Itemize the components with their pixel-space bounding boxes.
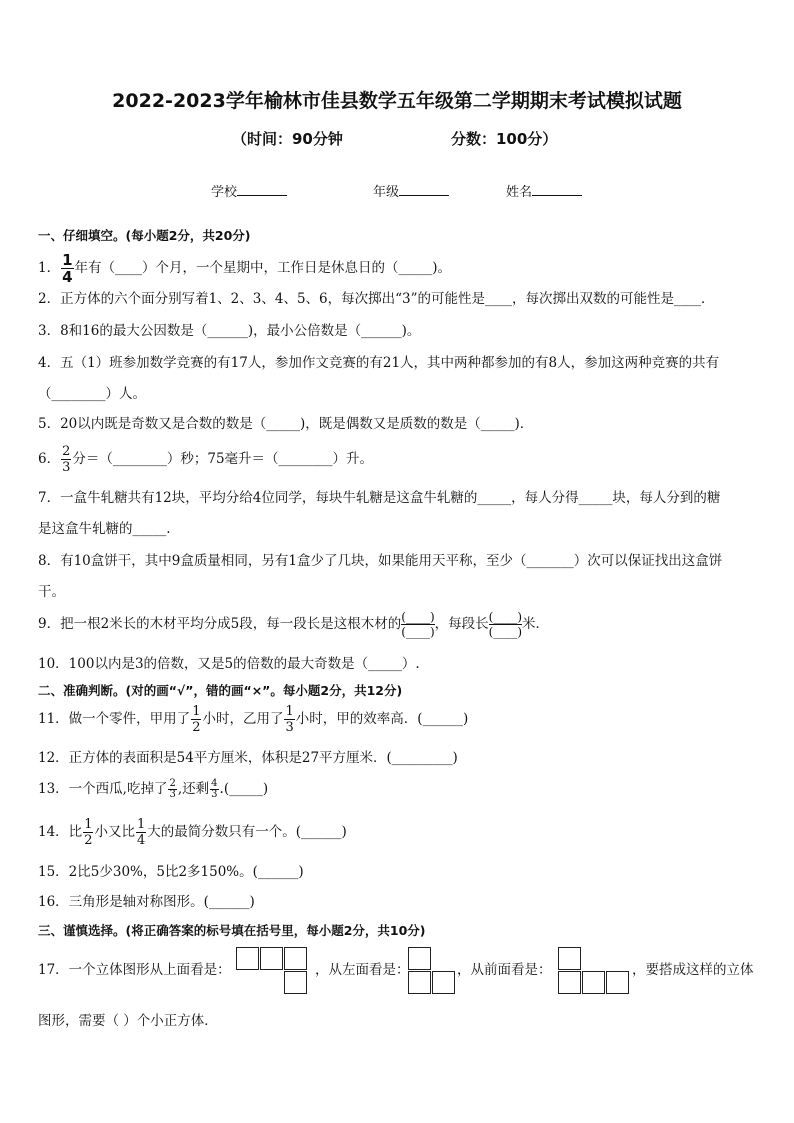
q9-text-after: 米． <box>522 616 550 632</box>
q14-fraction-1: $\frac{1}{2}$ <box>84 817 93 848</box>
section-2-heading: 二、准确判断。(对的画“√”，错的画“×”。每小题2分，共12分) <box>38 683 403 698</box>
q1-frac-den: 4 <box>62 268 73 286</box>
q13-text-middle: ,还剩 <box>177 781 210 797</box>
question-4-line-2: （________）人。 <box>38 386 146 402</box>
q14-fraction-2: $\frac{1}{4}$ <box>136 817 146 848</box>
school-label: 学校 <box>211 185 238 200</box>
q13-fraction-2: $\frac{4}{3}$ <box>211 778 218 800</box>
top-view-cell <box>284 947 307 970</box>
question-3: 3．8和16的最大公因数是（______)，最小公倍数是（______)。 <box>38 323 421 339</box>
q14-text-after: 大的最简分数只有一个。(______) <box>147 824 347 840</box>
q14-text-before: 14．比 <box>38 824 83 840</box>
grade-blank[interactable] <box>399 183 449 196</box>
question-4-line-1: 4．五（1）班参加数学竞赛的有17人，参加作文竞赛的有21人，其中两种都参加的有8人，参加这两种竞赛的共有 <box>38 355 720 371</box>
section-3-heading: 三、谨慎选择。(将正确答案的标号填在括号里，每小题2分，共10分) <box>38 923 426 938</box>
q17-text-part-3: ，从前面看是： <box>457 962 552 978</box>
q6-frac-den: 3 <box>62 460 71 475</box>
top-view-cell <box>284 971 307 994</box>
question-8-line-1: 8．有10盒饼干，其中9盒质量相同，另有1盒少了几块，如果能用天平称，至少（_______）次可以保证找出这盒饼 <box>38 553 723 569</box>
q9-blank-fraction-1[interactable]: $\frac{(\_\_\_\_)}{(\_\_\_\_)}$ <box>401 610 435 639</box>
question-11 <box>38 704 468 735</box>
q17-line-2: 图形，需要（ ）个小正方体． <box>38 1013 218 1029</box>
school-field[interactable] <box>211 181 287 200</box>
q11-text-before: 11．做一个零件，甲用了 <box>38 711 191 727</box>
q9-text-middle: ，每段长 <box>434 616 489 632</box>
question-6 <box>38 444 373 475</box>
q11-fraction-2: $\frac{1}{3}$ <box>285 704 294 735</box>
question-9 <box>38 610 549 639</box>
name-field[interactable] <box>506 181 582 200</box>
q11-text-after: 小时，甲的效率高．(______) <box>295 711 469 727</box>
q6-text: 分＝（________）秒；75毫升＝（________）升。 <box>72 451 374 467</box>
top-view-cell <box>260 947 283 970</box>
grade-label: 年级 <box>373 185 400 200</box>
q1-frac-num: 1 <box>62 251 73 269</box>
q11-fraction-1: $\frac{1}{2}$ <box>192 704 201 735</box>
q14-text-middle: 小又比 <box>94 824 135 840</box>
question-13 <box>38 779 268 800</box>
front-view-cell <box>558 971 581 994</box>
name-blank[interactable] <box>532 183 582 196</box>
question-1 <box>38 252 451 285</box>
question-12: 12．正方体的表面积是54平方厘米，体积是27平方厘米．(_________) <box>38 750 458 766</box>
q13-text-before: 13．一个西瓜,吃掉了 <box>38 781 168 797</box>
question-10: 10．100以内是3的倍数，又是5的倍数的最大奇数是（_____）. <box>38 656 420 672</box>
q17-text-part-1: 17．一个立体图形从上面看是： <box>38 962 231 978</box>
q17-text-part-4: ，要搭成这样的立体 <box>632 962 754 978</box>
question-2: 2．正方体的六个面分别写着1、2、3、4、5、6，每次掷出“3”的可能性是____，每次掷出双数的可能性是____． <box>38 291 715 307</box>
q17-text-part-2: ，从左面看是： <box>315 962 410 978</box>
grade-field[interactable] <box>373 181 449 200</box>
left-view-cell <box>408 947 431 970</box>
top-view-cell <box>236 947 259 970</box>
question-5: 5．20以内既是奇数又是合数的数是（_____)，既是偶数又是质数的数是（_____)． <box>38 416 534 432</box>
q9-text-before: 9．把一根2米长的木材平均分成5段，每一段长是这根木材的 <box>38 616 402 632</box>
left-view-cell <box>432 971 455 994</box>
front-view-cell <box>606 971 629 994</box>
name-label: 姓名 <box>506 185 533 200</box>
q1-fraction <box>61 252 73 285</box>
question-16: 16．三角形是轴对称图形。(______) <box>38 894 255 910</box>
section-1-heading: 一、仔细填空。(每小题2分，共20分) <box>38 228 251 243</box>
exam-title: 2022-2023学年榆林市佳县数学五年级第二学期期末考试模拟试题 <box>112 90 682 112</box>
school-blank[interactable] <box>237 183 287 196</box>
q6-number: 6． <box>38 451 61 467</box>
q6-fraction <box>61 444 71 475</box>
question-7-line-1: 7．一盒牛轧糖共有12块，平均分给4位同学，每块牛轧糖是这盒牛轧糖的_____，每人分得_____块，每人分到的糖 <box>38 490 721 506</box>
front-view-cell <box>582 971 605 994</box>
left-view-cell <box>408 971 431 994</box>
q13-fraction-1: $\frac{2}{3}$ <box>169 778 176 800</box>
exam-time: （时间：90分钟 <box>232 130 343 148</box>
question-7-line-2: 是这盒牛轧糖的_____. <box>38 521 171 537</box>
q1-number: 1． <box>38 260 61 276</box>
q6-frac-num: 2 <box>62 444 71 459</box>
q1-text: 年有（____）个月，一个星期中，工作日是休息日的（_____)。 <box>74 260 452 276</box>
front-view-cell <box>558 947 581 970</box>
q13-text-after: .(_____) <box>219 781 269 797</box>
q9-blank-fraction-2[interactable]: $\frac{(\_\_\_\_)}{(\_\_\_\_)}$ <box>488 610 523 639</box>
exam-score: 分数：100分） <box>451 130 558 148</box>
q11-text-middle: 小时，乙用了 <box>202 711 284 727</box>
question-8-line-2: 干。 <box>38 584 65 600</box>
question-15: 15．2比5少30%，5比2多150%。(______) <box>38 864 304 880</box>
question-14 <box>38 817 347 848</box>
